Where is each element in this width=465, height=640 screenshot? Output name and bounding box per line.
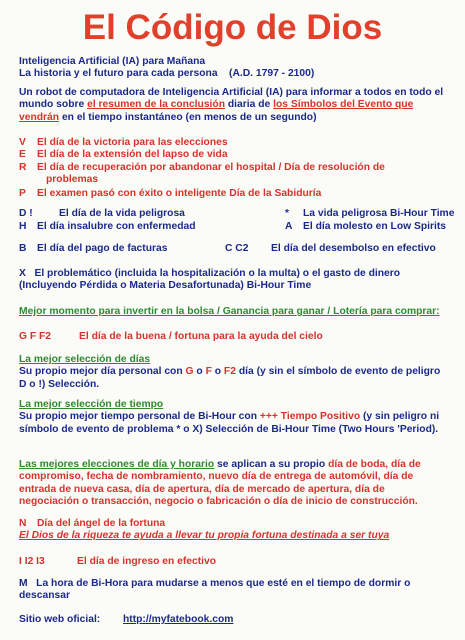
summary-link-text: el resumen de la conclusión [87,99,226,111]
invest-keys: G F F2 [19,331,52,342]
move-text: La hora de Bi-Hora para mudarse a menos que esté en el tiempo de dormir o descansar [19,578,411,602]
elections-heading: Las mejores elecciones de día y horario [19,459,215,470]
symbol-e: E El día de la extensión del lapso de vida [19,149,228,161]
symbol-h-key: H [19,221,27,232]
elections-events: día de boda, día de compromiso, fecha de nombramiento, nuevo día de entrega de automóvil, día de entrada de nueva casa, día de apertura, día de mercado de apertura, día de negociación o transacción, negocio o fabricación o día de inicio de construcción. [19,459,421,508]
invest-heading: Mejor momento para invertir en la bolsa / Ganancia para ganar / Lotería para comprar: [19,306,440,317]
symbol-b-text: El día del pago de facturas [37,243,168,254]
symbol-c-text: El día del desembolso en efectivo [271,243,436,254]
symbol-d-text: El día de la vida peligrosa [59,208,185,219]
days-heading: La mejor selección de días [19,354,151,365]
angel-line: N Día del ángel de la fortuna [19,518,166,529]
days-section [19,354,447,391]
intro-block [19,56,447,81]
intro-years: (A.D. 1797 - 2100) [229,68,315,80]
move-section [19,578,447,603]
symbol-r: R El día de recuperación por abandonar el hospital / Día de resolución de [19,161,385,173]
site-label: Sitio web oficial: [19,614,101,625]
time-section [19,399,447,436]
symbol-x-text: El problemático (incluida la hospitalización o la multa) o el gasto de dinero (Incluyendo Pérdida o Materia Desafortunada) Bi-Hour Time [19,268,401,292]
angel-section [19,518,447,543]
time-text: Su propio mejor tiempo personal de Bi-Hour con +++ Tiempo Positivo (y sin peligro ni símbolo de evento de problema * o X) Selección de Bi-Hour Time (Two Hours 'Period). [19,411,440,435]
intro-line-1: Inteligencia Artificial (IA) para Mañana [19,56,206,67]
symbol-h-text: El día insalubre con enfermedad [37,221,196,232]
cash-row [19,556,449,569]
positive-time-text: +++ Tiempo Positivo [259,411,361,423]
symbol-d-key: D ! [19,208,33,219]
cash-text: El día de ingreso en efectivo [77,556,217,567]
symbol-star-key: * [285,208,290,219]
time-heading: La mejor selección de tiempo [19,399,164,410]
symbols-link-text: los Símbolos del Evento que vendrán [19,99,414,123]
symbol-x [19,268,447,293]
cash-keys: I I2 I3 [19,556,45,567]
invest-text: El día de la buena / fortuna para la ayuda del cielo [79,331,323,342]
grid-row-2 [19,221,449,234]
symbol-list [19,137,447,200]
grid-row-3 [19,243,449,256]
symbol-x-key: X [19,268,26,279]
symbol-p: P El examen pasó con éxito o inteligente Día de la Sabiduría [19,187,322,199]
grid-row-1 [19,208,455,221]
move-key: M [19,578,28,589]
symbol-c-key: C C2 [225,243,249,254]
elections-section: Las mejores elecciones de día y horario se aplican a su propio día de boda, día de compromiso, fecha de nombramiento, nuevo día de entrega de automóvil, día de entrada de nueva casa, día de apertura, día de mercado de apertura, día de negociación o transacción, negocio o fabricación o día de inicio de construcción. [19,459,421,508]
angel-italic: El Dios de la riqueza te ayuda a llevar tu propia fortuna destinada a ser tuya [19,530,390,542]
symbol-r-continued: problemas [46,174,99,186]
site-link[interactable]: http://myfatebook.com [123,614,234,625]
intro-line-2: La historia y el futuro para cada persona (A.D. 1797 - 2100) [19,68,315,80]
symbol-b-key: B [19,243,27,254]
page-title: El Código de Dios [82,8,383,47]
symbol-a-text: El día molesto en Low Spirits [303,221,447,232]
robot-paragraph: Un robot de computadora de Inteligencia Artificial (IA) para informar a todos en todo el mundo sobre el resumen de la conclusión diaria de los Símbolos del Evento que vendrán en el tiempo instantáneo (en menos de un segundo) [19,87,444,123]
symbol-v: V El día de la victoria para las elecciones [19,137,228,148]
symbol-a-key: A [285,221,293,232]
invest-row [19,331,449,344]
days-text: Su propio mejor día personal con G o F o F2 día (y sin el símbolo de evento de peligro D o !) Selección. [19,366,441,390]
symbol-star-text: La vida peligrosa Bi-Hour Time [303,208,455,219]
site-row [19,614,449,627]
